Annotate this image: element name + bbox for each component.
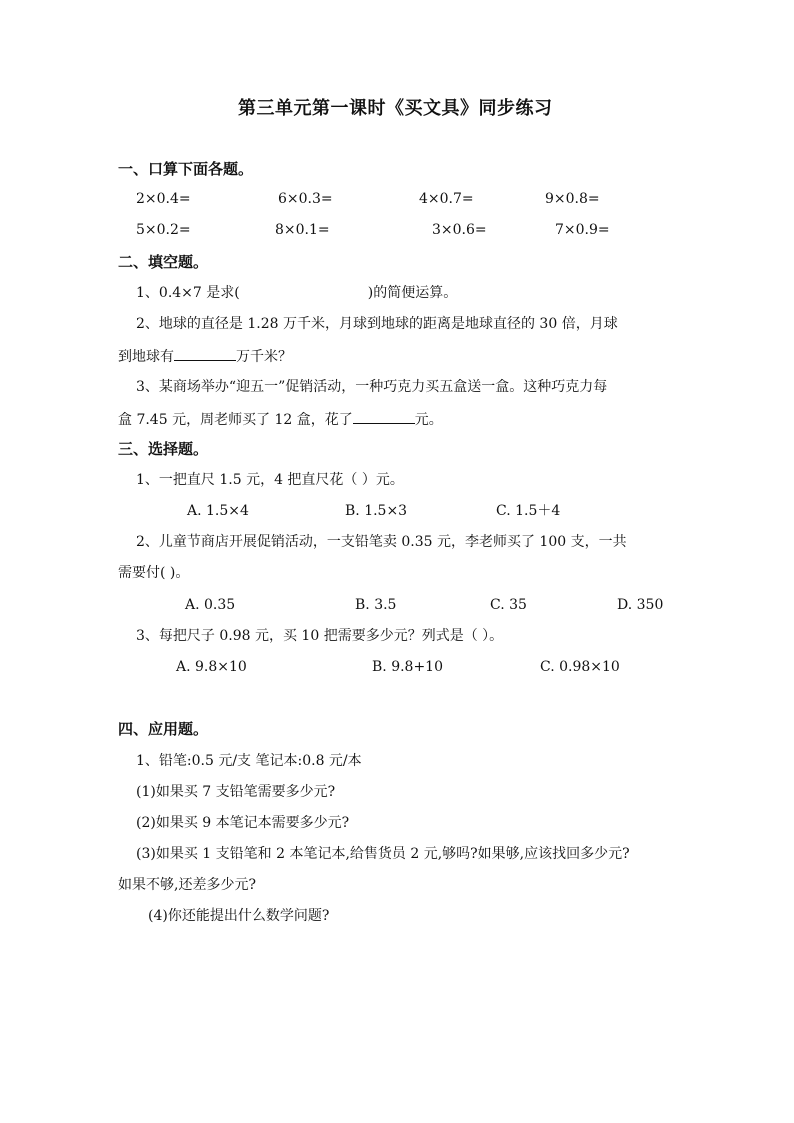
choice-q3-option-b[interactable]: B. 9.8+10: [372, 659, 443, 675]
section1-heading: 一、口算下面各题。: [118, 160, 254, 178]
mental-math-6: 8×0.1=: [275, 222, 330, 238]
app-q1-part2: (2)如果买 9 本笔记本需要多少元?: [136, 815, 350, 831]
fill-q2-line2: [118, 346, 292, 366]
section4-heading: 四、应用题。: [118, 720, 209, 738]
choice-q2-line2: 需要付( )。: [118, 565, 190, 581]
app-q1: 1、铅笔:0.5 元/支 笔记本:0.8 元/本: [136, 753, 362, 769]
choice-q2-option-b[interactable]: B. 3.5: [355, 597, 397, 613]
fill-q1: [136, 284, 457, 302]
fill-q2-line1: 2、地球的直径是 1.28 万千米，月球到地球的距离是地球直径的 30 倍，月球: [136, 316, 618, 332]
choice-q1-option-b[interactable]: B. 1.5×3: [345, 503, 408, 519]
fill-q2-text-b: 万千米？: [236, 349, 292, 365]
fill-q3-blank[interactable]: [353, 409, 415, 424]
mental-math-5: 5×0.2=: [136, 222, 191, 238]
choice-q2-option-c[interactable]: C. 35: [490, 597, 527, 613]
choice-q1-option-a[interactable]: A. 1.5×4: [187, 503, 249, 519]
mental-math-8: 7×0.9=: [555, 222, 610, 238]
fill-q3-line1: 3、某商场举办“迎五一”促销活动，一种巧克力买五盒送一盒。这种巧克力每: [136, 379, 608, 395]
section2-heading: 二、填空题。: [118, 253, 209, 271]
fill-q3-line2: [118, 409, 443, 429]
mental-math-1: 2×0.4=: [136, 191, 191, 207]
app-q1-part3-line1: (3)如果买 1 支铅笔和 2 本笔记本,给售货员 2 元,够吗?如果够,应该找回多少元?: [136, 846, 630, 862]
mental-math-4: 9×0.8=: [545, 191, 600, 207]
choice-q2-option-a[interactable]: A. 0.35: [185, 597, 236, 613]
fill-q3-text-b: 元。: [414, 412, 443, 428]
app-q1-part4: (4)你还能提出什么数学问题?: [148, 908, 330, 924]
choice-q1: 1、一把直尺 1.5 元，4 把直尺花（ ）元。: [136, 472, 404, 488]
mental-math-3: 4×0.7=: [419, 191, 474, 207]
fill-q2-text-a: 到地球有: [118, 349, 174, 365]
choice-q1-option-c[interactable]: C. 1.5＋4: [496, 503, 561, 519]
fill-q3-text-a: 盒 7.45 元，周老师买了 12 盒，花了: [118, 412, 353, 428]
app-q1-part3-line2: 如果不够,还差多少元?: [118, 877, 256, 893]
section3-heading: 三、选择题。: [118, 440, 209, 458]
choice-q3-option-a[interactable]: A. 9.8×10: [176, 659, 247, 675]
choice-q3-option-c[interactable]: C. 0.98×10: [540, 659, 620, 675]
mental-math-2: 6×0.3=: [278, 191, 333, 207]
fill-q1-text-b: )的简便运算。: [367, 285, 458, 301]
choice-q2-line1: 2、儿童节商店开展促销活动，一支铅笔卖 0.35 元，李老师买了 100 支，一共: [136, 534, 627, 550]
choice-q3: 3、每把尺子 0.98 元，买 10 把需要多少元？列式是（ ）。: [136, 628, 504, 644]
choice-q2-option-d[interactable]: D. 350: [617, 597, 664, 613]
fill-q1-text-a: 1、0.4×7 是求(: [136, 285, 240, 301]
page-title: 第三单元第一课时《买文具》同步练习: [238, 98, 553, 119]
mental-math-7: 3×0.6=: [432, 222, 487, 238]
fill-q2-blank[interactable]: [174, 346, 236, 361]
app-q1-part1: (1)如果买 7 支铅笔需要多少元?: [136, 784, 336, 800]
